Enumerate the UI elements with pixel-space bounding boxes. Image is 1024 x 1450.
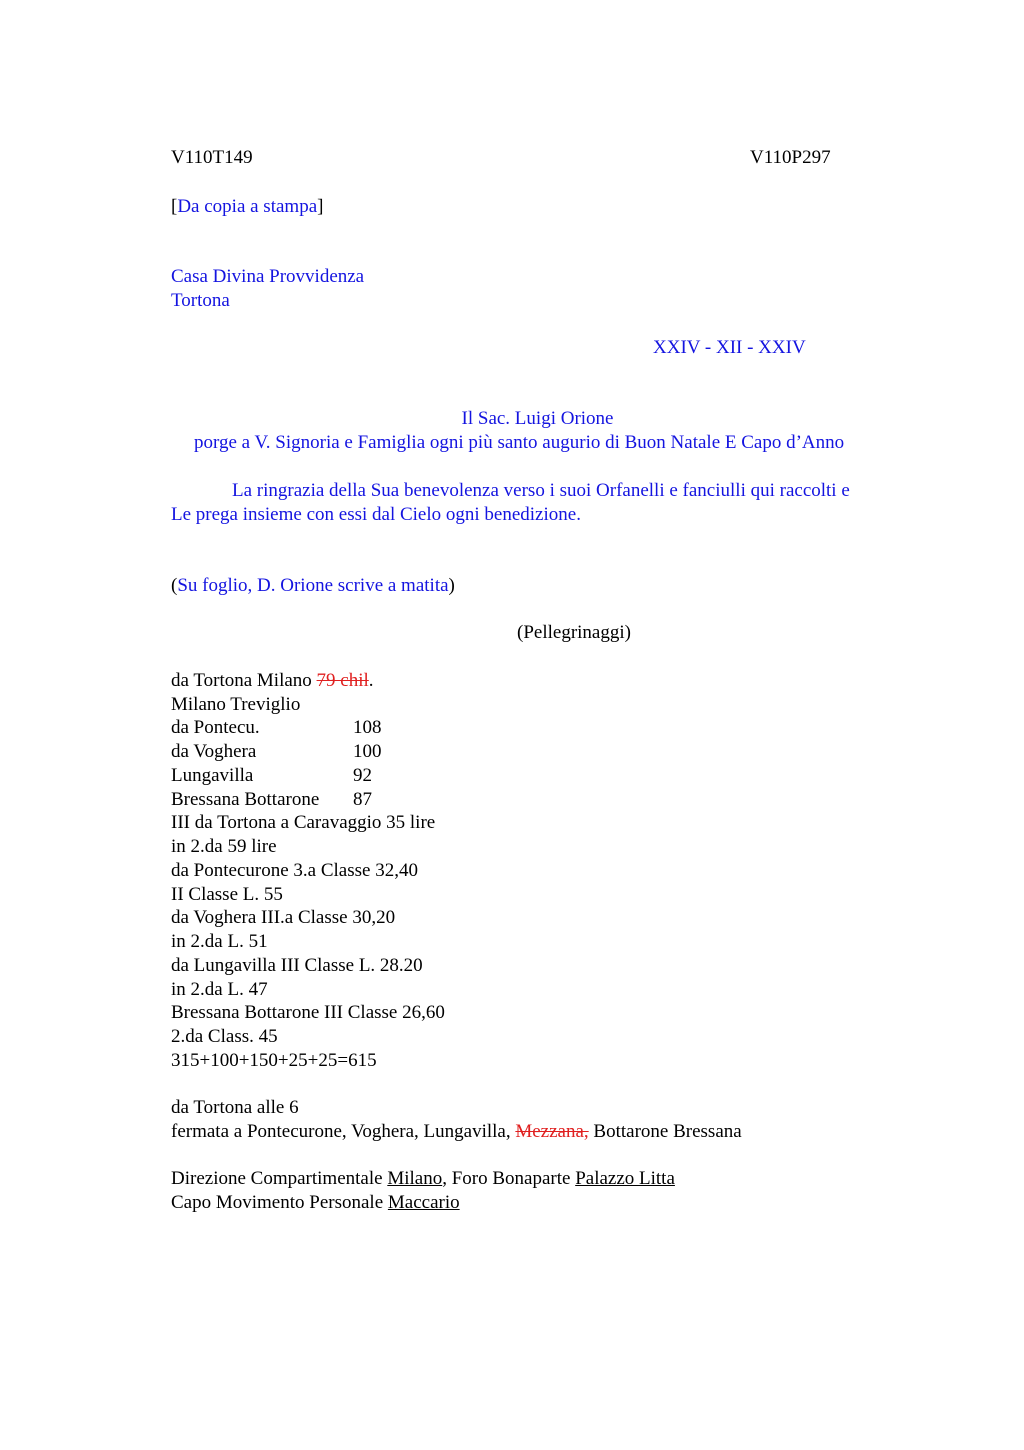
pencil-note <box>171 574 455 598</box>
fare-line: Bressana Bottarone III Classe 26,60 <box>171 1002 445 1023</box>
underlined-name: Maccario <box>387 1192 460 1213</box>
header-right-code: V110P297 <box>750 147 831 168</box>
fare-line: 2.da Class. 45 <box>171 1026 278 1047</box>
sender-line-2: Tortona <box>171 290 230 311</box>
pilgrimage-heading: (Pellegrinaggi) <box>517 622 631 643</box>
fare-line: in 2.da L. 47 <box>171 979 268 1000</box>
greeting-paragraph-line-1: La ringrazia della Sua benevolenza verso i suoi Orfanelli e fanciulli qui raccolti e <box>232 480 850 501</box>
distance-row <box>171 764 372 788</box>
distance-value: 87 <box>353 789 372 810</box>
deleted-text: Mezzana, <box>515 1121 589 1142</box>
greeting-title: Il Sac. Luigi Orione <box>461 408 614 429</box>
stops-end: Bottarone Bressana <box>588 1121 742 1142</box>
fare-line: in 2.da 59 lire <box>171 836 277 857</box>
personnel-label: Capo Movimento Personale <box>171 1192 388 1213</box>
fare-total-line: 315+100+150+25+25=615 <box>171 1050 377 1071</box>
fare-line: II Classe L. 55 <box>171 884 283 905</box>
source-note-open: [ <box>171 196 178 217</box>
distance-line-2: Milano Treviglio <box>171 694 301 715</box>
fare-line: da Lungavilla III Classe L. 28.20 <box>171 955 423 976</box>
stops-line <box>171 1120 742 1144</box>
underlined-city: Milano <box>387 1168 443 1189</box>
source-note-close: ] <box>317 196 324 217</box>
direction-line-1 <box>171 1167 675 1191</box>
distance-place: Bressana Bottarone <box>171 789 320 810</box>
fare-line: III da Tortona a Caravaggio 35 lire <box>171 812 436 833</box>
distance-row <box>171 716 382 740</box>
fare-line: in 2.da L. 51 <box>171 931 268 952</box>
distance-value: 92 <box>353 765 372 786</box>
distance-value: 100 <box>353 741 382 762</box>
sender-line-1: Casa Divina Provvidenza <box>171 266 365 287</box>
pencil-note-open: ( <box>171 575 178 596</box>
distance-value: 108 <box>353 717 382 738</box>
fare-line: da Voghera III.a Classe 30,20 <box>171 907 396 928</box>
direction-label: Direzione Compartimentale <box>171 1168 388 1189</box>
greeting-paragraph-line-2: Le prega insieme con essi dal Cielo ogni benedizione. <box>171 504 581 525</box>
fare-line: da Pontecurone 3.a Classe 32,40 <box>171 860 418 881</box>
source-note-text: Da copia a stampa <box>177 196 318 217</box>
pencil-note-close: ) <box>448 575 455 596</box>
distance-place: da Pontecu. <box>171 717 260 738</box>
direction-line-2 <box>171 1191 460 1215</box>
source-note <box>171 195 323 219</box>
underlined-palace: Palazzo Litta <box>575 1168 675 1189</box>
deleted-text: 79 chil <box>316 670 369 691</box>
distance-row <box>171 788 372 812</box>
direction-address: , Foro Bonaparte <box>442 1168 576 1189</box>
pencil-note-text: Su foglio, D. Orione scrive a matita <box>177 575 449 596</box>
distance-place: Lungavilla <box>171 765 254 786</box>
distance-row <box>171 740 382 764</box>
stops-start: fermata a Pontecurone, Voghera, Lungavilla, <box>171 1121 516 1142</box>
distance-place: da Voghera <box>171 741 257 762</box>
departure-line: da Tortona alle 6 <box>171 1097 299 1118</box>
header-left-code: V110T149 <box>171 147 253 168</box>
greeting-line: porge a V. Signoria e Famiglia ogni più santo augurio di Buon Natale E Capo d’Anno <box>194 432 845 453</box>
letter-date: XXIV - XII - XXIV <box>653 337 806 358</box>
distance-line-1-end: . <box>368 670 374 691</box>
distance-line-1 <box>171 669 374 693</box>
distance-line-1-text: da Tortona Milano <box>171 670 317 691</box>
